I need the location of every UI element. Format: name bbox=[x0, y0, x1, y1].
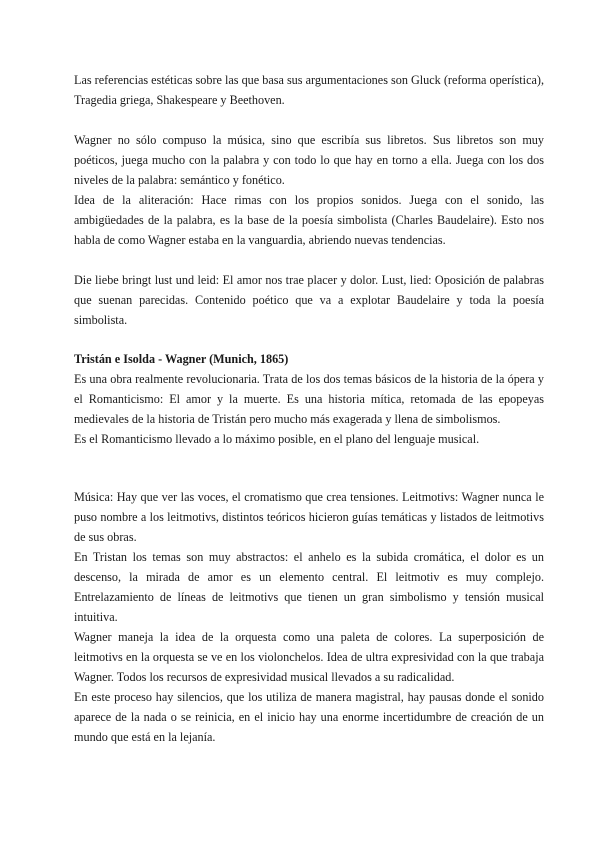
paragraph-aliteracion: Idea de la aliteración: Hace rimas con los propios sonidos. Juega con el sonido, las ambigüedades de la palabra, es la base de la poesía simbolista (Charles Baudelaire). Esto nos habla de como Wagner estaba en la vanguardia, abriendo nuevas tendencias. bbox=[74, 193, 544, 247]
paragraph-musica-leitmotivs: Música: Hay que ver las voces, el cromatismo que crea tensiones. Leitmotivs: Wagner nunca le puso nombre a los leitmotivs, distintos teóricos hicieron guías temáticas y listados de leitmotivs de sus obras. bbox=[74, 490, 544, 544]
paragraph-aesthetic-references: Las referencias estéticas sobre las que basa sus argumentaciones son Gluck (reforma operística), Tragedia griega, Shakespeare y Beethoven. bbox=[74, 73, 544, 107]
paragraph-romanticismo: Es el Romanticismo llevado a lo máximo posible, en el plano del lenguaje musical. bbox=[74, 432, 480, 446]
paragraph-orquesta: Wagner maneja la idea de la orquesta como una paleta de colores. La superposición de leitmotivs en la orquesta se ve en los violonchelos. Idea de ultra expresividad con la que trabaja Wagner. Todos los recursos de expresividad musical llevados a su radicalidad. bbox=[74, 630, 544, 684]
paragraph-silencios: En este proceso hay silencios, que los utiliza de manera magistral, hay pausas donde el sonido aparece de la nada o se reinicia, en el inicio hay una enorme incertidumbre de creación de un mundo que está en la lejanía. bbox=[74, 690, 544, 744]
paragraph-libretos: Wagner no sólo compuso la música, sino que escribía sus libretos. Sus libretos son muy poéticos, juega mucho con la palabra y con todo lo que hay en torno a ella. Juega con los dos niveles de la palabra: semántico y fonético. bbox=[74, 133, 544, 187]
paragraph-obra-revolucionaria: Es una obra realmente revolucionaria. Trata de los dos temas básicos de la historia de la ópera y el Romanticismo: El amor y la muerte. Es una historia mítica, retomada de las epopeyas medievales de la historia de Tristán pero mucho más exagerada y llena de simbolismos. bbox=[74, 372, 544, 426]
paragraph-die-liebe: Die liebe bringt lust und leid: El amor nos trae placer y dolor. Lust, lied: Oposición de palabras que suenan parecidas. Contenido poético que va a explotar Baudelaire y toda la poesía simbolista. bbox=[74, 273, 544, 327]
section-heading: Tristán e Isolda - Wagner (Munich, 1865) bbox=[74, 352, 289, 366]
paragraph-tristan-temas: En Tristan los temas son muy abstractos: el anhelo es la subida cromática, el dolor es un descenso, la mirada de amor es un elemento central. El leitmotiv es muy complejo. Entrelazamiento de líneas de leitmotivs que tienen un gran simbolismo y tensión musical intuitiva. bbox=[74, 550, 544, 624]
